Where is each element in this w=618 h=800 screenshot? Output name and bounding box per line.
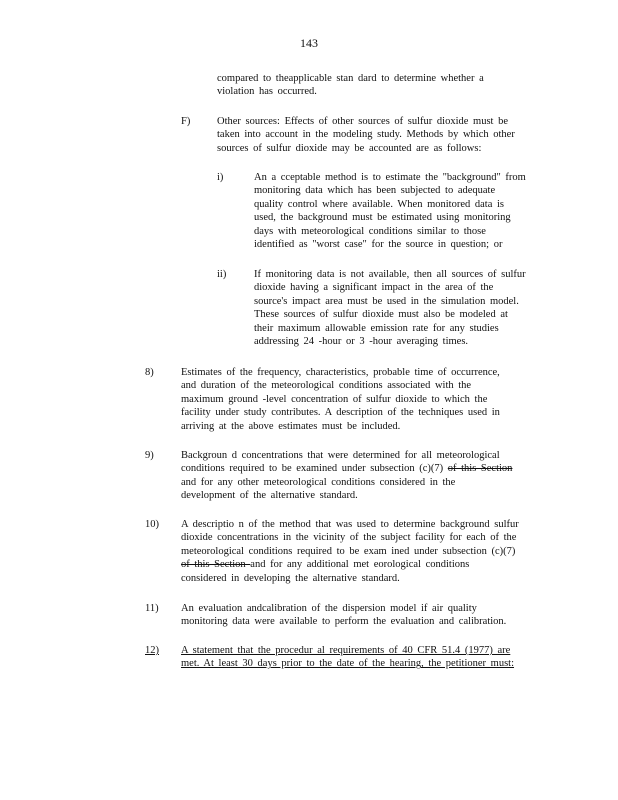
sub-i-label: i) — [217, 172, 224, 183]
text-line: quality control where available. When monitored data is — [254, 198, 504, 210]
struck-text: of this Section — [447, 463, 513, 475]
sub-ii-label: ii) — [217, 269, 227, 280]
item-9-paragraph — [181, 449, 512, 503]
text-line: development of the alternative standard. — [181, 490, 358, 502]
text-line: violation has occurred. — [217, 86, 317, 98]
item-9-label: 9) — [145, 450, 154, 461]
struck-text: of this Section — [181, 559, 251, 571]
text-line: days with meteorological conditions similar to those — [254, 225, 486, 237]
text-line: and duration of the meteorological conditions associated with the — [181, 380, 472, 392]
item-11-label: 11) — [145, 603, 159, 614]
text-line: monitoring data which has been subjected to adequate — [254, 185, 496, 197]
item-12-paragraph — [181, 644, 514, 671]
text-line: compared to theapplicable stan dard to determine whether a — [217, 73, 484, 84]
item-f-paragraph — [217, 115, 515, 155]
item-f-label: F) — [181, 116, 191, 127]
text-line: facility under study contributes. A description of the techniques used in — [181, 407, 500, 419]
item-10-label: 10) — [145, 519, 159, 530]
text-line: identified as "worst case" for the source in question; or — [254, 239, 503, 251]
text-segment: conditions required to be examined under subsection (c)(7) — [181, 463, 448, 475]
text-line: addressing 24 -hour or 3 -hour averaging times. — [254, 336, 469, 348]
text-line: met. At least 30 days prior to the date of the hearing, the petitioner must: — [181, 658, 515, 670]
item-8-label: 8) — [145, 367, 154, 378]
text-line: dioxide having a significant impact in the area of the — [254, 282, 494, 294]
item-8-paragraph — [181, 366, 500, 433]
text-line: These sources of sulfur dioxide must also be modeled at — [254, 309, 508, 321]
text-line: their maximum allowable emission rate for any studies — [254, 322, 499, 334]
page-number: 143 — [300, 36, 318, 50]
sub-ii-paragraph — [254, 268, 526, 348]
text-line: Other sources: Effects of other sources of sulfur dioxide must be — [217, 116, 508, 127]
item-10-paragraph — [181, 518, 519, 585]
text-line: sources of sulfur dioxide may be accounted are as follows: — [217, 142, 482, 154]
text-line: An evaluation andcalibration of the dispersion model if air quality — [181, 603, 477, 614]
text-line: and for any other meteorological conditions considered in the — [181, 476, 456, 488]
text-line: maximum ground -level concentration of sulfur dioxide to which the — [181, 393, 488, 405]
text-line: meteorological conditions required to be exam ined under subsection (c)(7) — [181, 545, 516, 557]
text-line — [181, 462, 512, 475]
text-line: considered in developing the alternative standard. — [181, 572, 400, 584]
text-line — [181, 558, 519, 571]
text-line: arriving at the above estimates must be included. — [181, 420, 401, 432]
item-11-paragraph — [181, 602, 506, 629]
text-line: If monitoring data is not available, then all sources of sulfur — [254, 269, 526, 280]
text-line: taken into account in the modeling study. Methods by which other — [217, 129, 515, 141]
text-line: used, the background must be estimated using monitoring — [254, 212, 511, 224]
text-line: source's impact area must be used in the simulation model. — [254, 295, 519, 307]
text-line: An a cceptable method is to estimate the "background" from — [254, 172, 526, 183]
text-line: dioxide concentrations in the vicinity of the subject facility for each of the — [181, 532, 517, 544]
text-line: A statement that the procedur al requirements of 40 CFR 51.4 (1977) are — [181, 645, 511, 656]
text-line: monitoring data were available to perform the evaluation and calibration. — [181, 616, 507, 628]
continuation-paragraph — [217, 72, 484, 99]
item-12-label: 12) — [145, 645, 159, 656]
text-line: Backgroun d concentrations that were determined for all meteorological — [181, 450, 500, 461]
text-line: Estimates of the frequency, characteristics, probable time of occurrence, — [181, 367, 500, 378]
text-line: A descriptio n of the method that was used to determine background sulfur — [181, 519, 519, 530]
text-segment: and for any additional met eorological conditions — [250, 559, 470, 571]
sub-i-paragraph — [254, 171, 526, 251]
